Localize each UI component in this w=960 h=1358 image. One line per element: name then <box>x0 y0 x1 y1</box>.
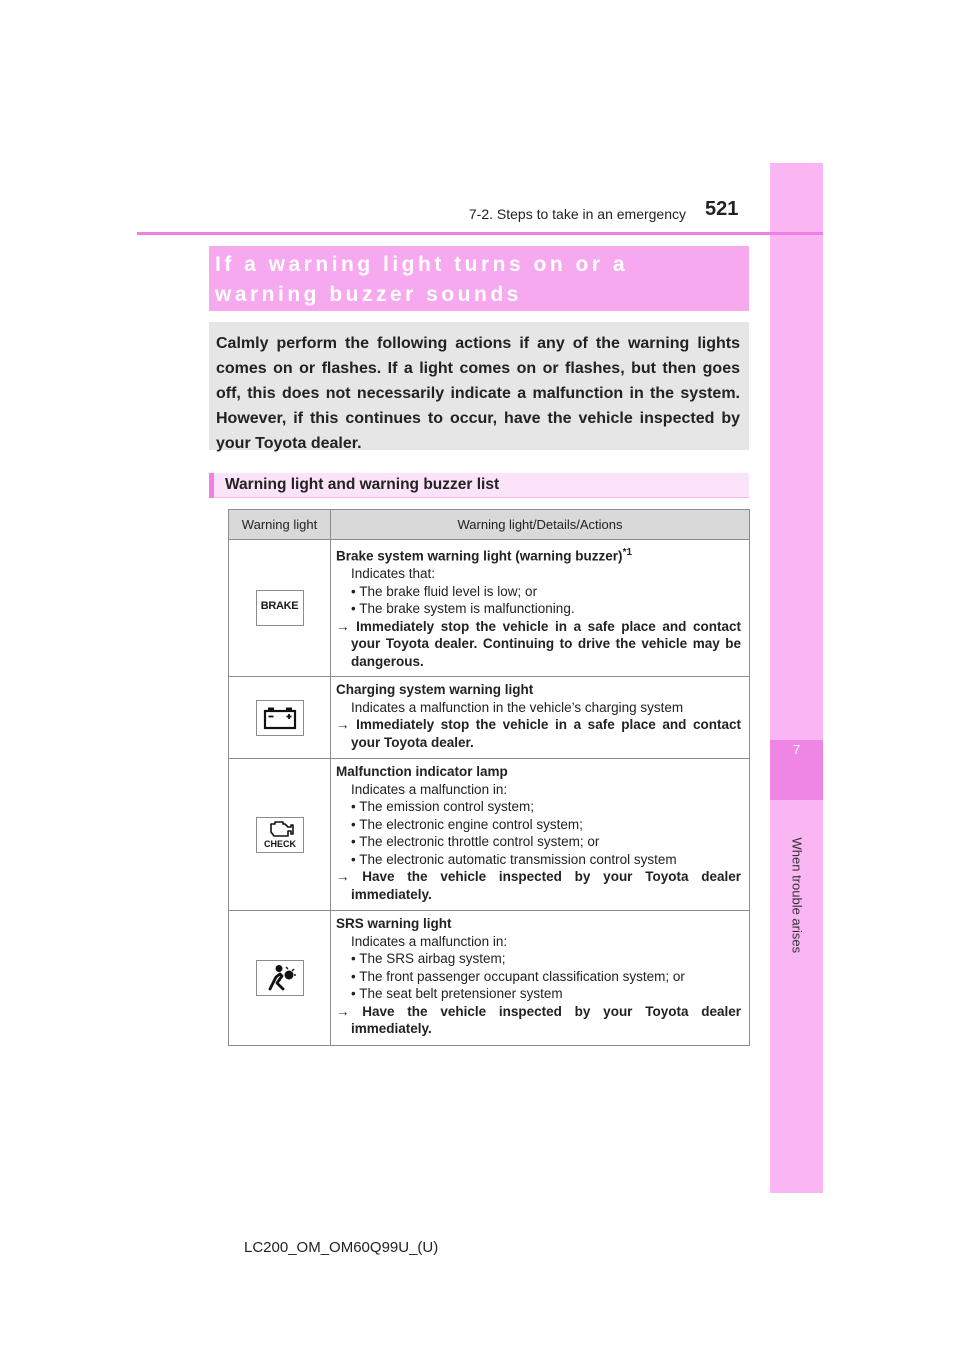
list-item: • The front passenger occupant classification system; or <box>351 968 685 984</box>
list-item: • The electronic throttle control system; or <box>351 834 600 849</box>
chapter-number: 7 <box>792 742 801 757</box>
row-intro: Indicates a malfunction in: <box>351 781 508 797</box>
section-title: 7-2. Steps to take in an emergency <box>468 206 686 222</box>
srs-airbag-icon <box>256 960 304 996</box>
header-rule <box>137 232 823 235</box>
table-row <box>229 759 750 911</box>
battery-icon <box>256 700 304 736</box>
table-row <box>229 911 750 1046</box>
row-title: SRS warning light <box>336 916 452 931</box>
row-action: → Immediately stop the vehicle in a safe place and contact your Toyota dealer. Continuing to drive the vehicle may be dangerous. <box>336 618 741 669</box>
list-item: • The brake system is malfunctioning. <box>351 601 575 616</box>
warning-light-table <box>228 509 750 1046</box>
page-title: If a warning light turns on or a warning buzzer sounds <box>215 253 629 306</box>
list-item: • The electronic engine control system; <box>351 816 583 832</box>
row-title: Malfunction indicator lamp <box>336 764 508 779</box>
row-title: Brake system warning light (warning buzzer) <box>336 548 623 564</box>
check-engine-icon <box>256 817 304 853</box>
list-item: • The electronic automatic transmission control system <box>351 851 677 867</box>
chapter-side-tab <box>770 163 823 1193</box>
page-number: 521 <box>705 198 739 220</box>
footnote-mark: *1 <box>622 547 633 558</box>
brake-warning-icon: BRAKE <box>256 590 304 626</box>
row-action: → Immediately stop the vehicle in a safe place and contact your Toyota dealer. <box>336 717 741 750</box>
table-row <box>229 540 750 677</box>
list-item: • The SRS airbag system; <box>351 951 506 966</box>
subheading <box>209 473 749 498</box>
header-details: Warning light/Details/Actions <box>331 510 750 540</box>
list-item: • The brake fluid level is low; or <box>351 583 538 599</box>
row-action: → Have the vehicle inspected by your Toyota dealer immediately. <box>336 1003 741 1036</box>
table-row <box>229 677 750 759</box>
row-intro: Indicates a malfunction in: <box>351 933 508 949</box>
chapter-label: When trouble arises <box>789 837 805 954</box>
svg-text:CHECK: CHECK <box>263 838 296 849</box>
row-intro: Indicates that: <box>351 566 436 581</box>
subheading-text: Warning light and warning buzzer list <box>225 476 500 493</box>
list-item: • The seat belt pretensioner system <box>351 986 563 1001</box>
intro-text: Calmly perform the following actions if any of the warning lights comes on or flashes. If a light comes on or flashes, but then goes off, this does not necessarily indicate a malfunction in the system. However, if this continues to occur, have the vehicle inspected by your Toyota dealer. <box>216 335 740 452</box>
list-item: • The emission control system; <box>351 799 535 814</box>
row-action: → Have the vehicle inspected by your Toyota dealer immediately. <box>336 869 741 902</box>
subheading-accent-bar <box>209 473 214 498</box>
row-intro: Indicates a malfunction in the vehicle’s charging system <box>351 699 684 715</box>
row-title: Charging system warning light <box>336 682 534 697</box>
table-header-row <box>229 510 750 540</box>
header-warning-light: Warning light <box>229 510 331 540</box>
document-code: LC200_OM_OM60Q99U_(U) <box>244 1239 439 1256</box>
